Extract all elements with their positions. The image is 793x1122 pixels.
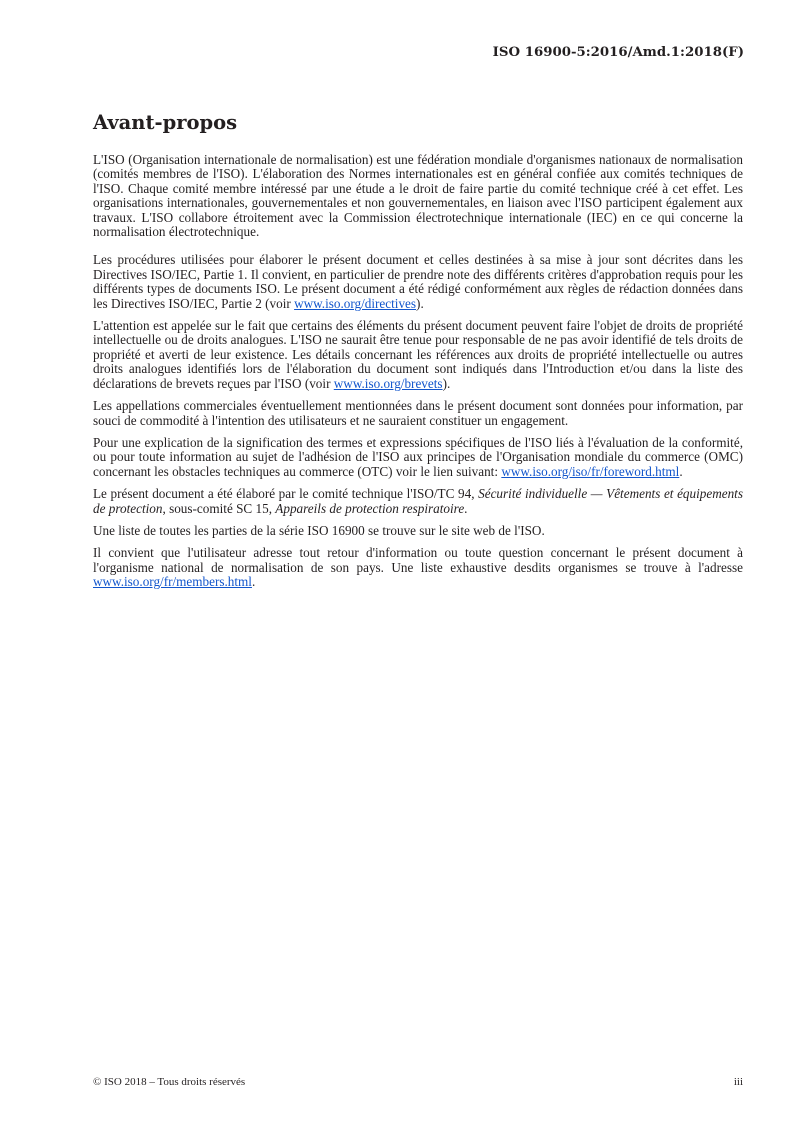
subcommittee-title: Appareils de protection respiratoire (275, 500, 465, 516)
paragraph-iso-organisation: L'ISO (Organisation internationale de normalisation) est une fédération mondiale d'organismes nationaux de normalisation (comités membres de l'ISO). L'élaboration des Normes internationales est en général confiée aux comités techniques de l'ISO. Chaque comité membre intéressé par une étude a le droit de faire partie du comité technique créé à cet effet. Les organisations internationales, gouvernementales et non gouvernementales, en liaison avec l'ISO participent également aux travaux. L'ISO collabore étroitement avec la Commission électrotechnique internationale (IEC) en ce qui concerne la normalisation électrotechnique. (93, 152, 743, 240)
paragraph-procedures (93, 253, 743, 311)
paragraph-text: L'attention est appelée sur le fait que certains des éléments du présent document peuvent faire l'objet de droits de propriété intellectuelle ou de droits analogues. L'ISO ne saurait être tenue pour responsable de ne pas avoir identifié de tels droits de propriété et averti de leur existence. Les détails concernant les références aux droits de propriété intellectuelle ou autres droits analogues identifiés lors de l'élaboration du document sont indiqués dans l'Introduction et/ou dans la liste des déclarations de brevets reçues par l'ISO (voir (93, 318, 743, 391)
paragraph-committee (93, 487, 743, 516)
patents-link[interactable]: www.iso.org/brevets (333, 375, 443, 391)
paragraph-series-list: Une liste de toutes les parties de la série ISO 16900 se trouve sur le site web de l'ISO. (93, 522, 545, 538)
paragraph-text: Les procédures utilisées pour élaborer le présent document et celles destinées à sa mise à jour sont décrites dans les Directives ISO/IEC, Partie 1. Il convient, en particulier de prendre note des différents critères d'approbation requis pour les différents types de documents ISO. Le présent document a été rédigé conformément aux règles de rédaction données dans les Directives ISO/IEC, Partie 2 (voir (93, 252, 743, 311)
foreword-link[interactable]: www.iso.org/iso/fr/foreword.html (501, 463, 680, 479)
paragraph-text-mid: , sous-comité SC 15, (162, 500, 276, 516)
paragraph-text-end: ). (416, 295, 424, 311)
footer-copyright: © ISO 2018 – Tous droits réservés (93, 1076, 246, 1088)
paragraph-text: Le présent document a été élaboré par le comité technique l'ISO/TC 94, (93, 486, 479, 502)
paragraph-text: Pour une explication de la signification des termes et expressions spécifiques de l'ISO liés à l'évaluation de la conformité, ou pour toute information au sujet de l'adhésion de l'ISO aux principes de l'Organisation mondiale du commerce (OMC) concernant les obstacles techniques au commerce (OTC) voir le lien suivant: (93, 434, 743, 479)
members-link[interactable]: www.iso.org/fr/members.html (93, 574, 252, 590)
foreword-body (93, 153, 743, 598)
paragraph-text-end: ). (442, 375, 451, 391)
footer-page-number: iii (733, 1076, 743, 1088)
paragraph-text-end: . (251, 574, 256, 590)
page-title: Avant-propos (93, 111, 238, 134)
paragraph-text-end: . (464, 500, 468, 516)
paragraph-trade-names: Les appellations commerciales éventuellement mentionnées dans le présent document sont données pour information, par souci de commodité à l'intention des utilisateurs et ne sauraient constituer un engagement. (93, 398, 743, 428)
paragraph-text: Il convient que l'utilisateur adresse tout retour d'information ou toute question concernant le présent document à l'organisme national de normalisation de son pays. Une liste exhaustive desdits organismes se trouve à l'adresse (93, 545, 743, 575)
paragraph-feedback (93, 546, 743, 589)
paragraph-conformity (93, 436, 743, 479)
paragraph-text-end: . (679, 463, 683, 479)
document-identifier: ISO 16900-5:2016/Amd.1:2018(F) (492, 45, 744, 60)
committee-title: Sécurité individuelle — Vêtements et équipements de protection (93, 486, 743, 516)
paragraph-patent-rights (93, 319, 743, 391)
directives-link[interactable]: www.iso.org/directives (294, 295, 417, 311)
